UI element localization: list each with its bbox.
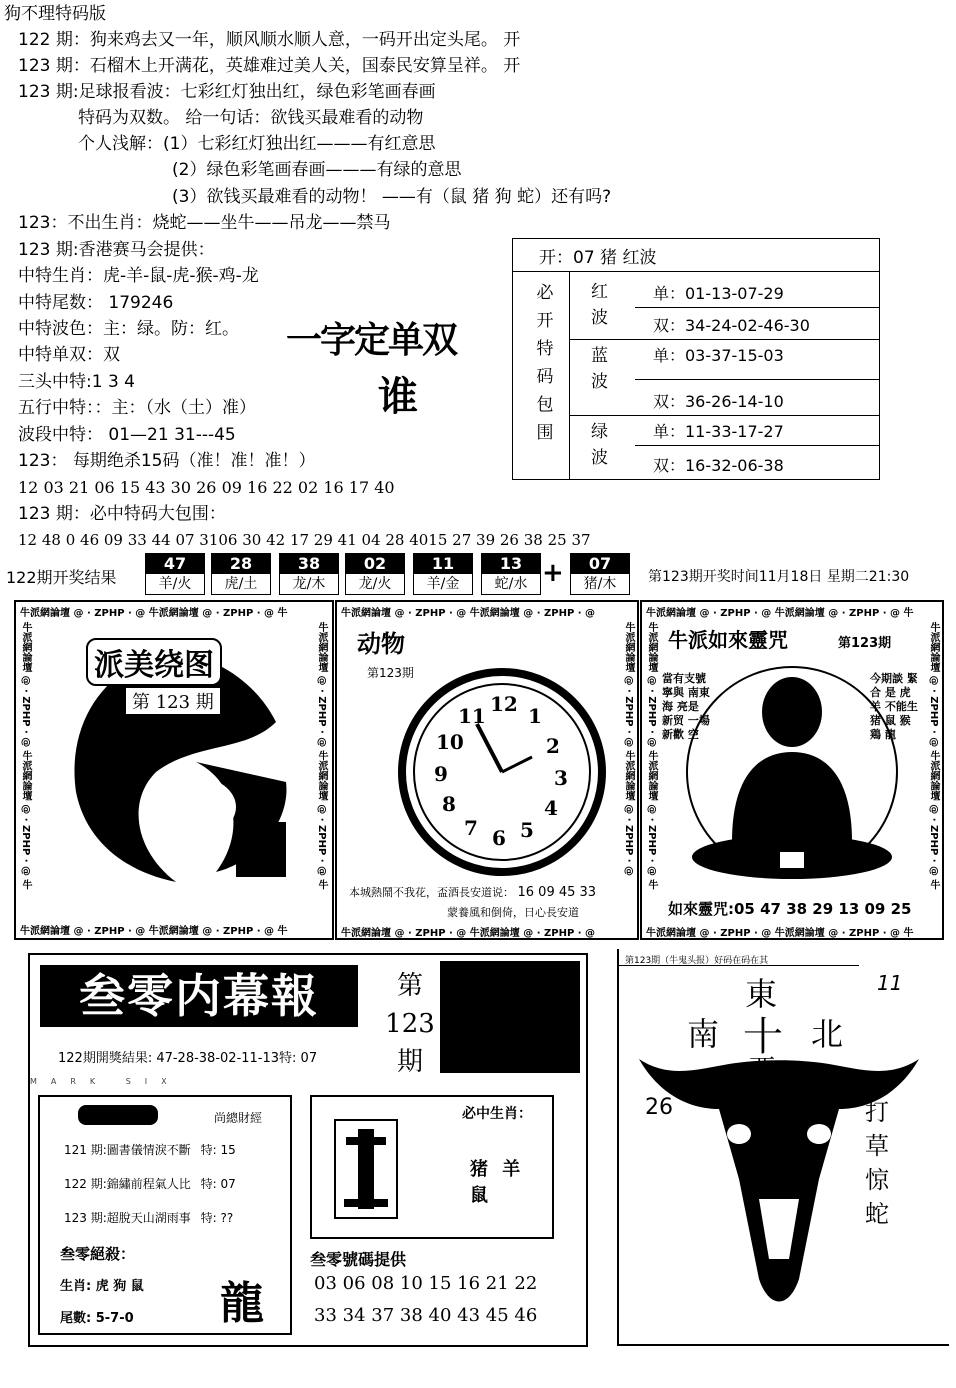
- panel2-issue: 第123期: [367, 666, 414, 680]
- text-line-13: 中特单双：双: [18, 345, 120, 365]
- panel3-title: 牛派如來靈咒: [668, 628, 788, 652]
- panel4-kill-title: 叁零絕殺：: [60, 1245, 136, 1263]
- panel4-dragon: 龍: [220, 1278, 264, 1329]
- panel3-bottom-strip: 牛派網論壇 @ · ZPHP · @ 牛派網論壇 @ · ZPHP · @ 牛: [646, 928, 914, 939]
- panel4-issue: 第 123 期: [385, 971, 435, 1077]
- clock-numbers: 12 1 2 3 4 5 6 7 8 9 10 11: [434, 692, 568, 850]
- panel2-note2: 蒙養風和倒倚，日心長安道: [447, 906, 579, 919]
- panel1-top-strip: 牛派網論壇 @ · ZPHP · @ 牛派網論壇 @ · ZPHP · @ 牛: [20, 608, 288, 619]
- next-draw-time: 第123期开奖时间11月18日 星期二21:30: [648, 569, 910, 585]
- direction-north: 北: [811, 1015, 844, 1053]
- panel-clock: [335, 600, 639, 940]
- panel3-curse: 如來靈咒:05 47 38 29 13 09 25: [668, 900, 912, 918]
- history-row-2: 122 期:錦繡前程氣人比 特: 07: [64, 1177, 236, 1191]
- wave-table: [512, 238, 880, 480]
- panel-pie-chart: [14, 600, 334, 940]
- panel4-left-box: [38, 1095, 292, 1335]
- direction-center: 十: [743, 1014, 783, 1060]
- text-line-2: 123 期：石榴木上开满花，英雄难过美人关，国泰民安算呈祥。 开: [18, 56, 521, 76]
- result-ball-special: 07 猪/木: [570, 553, 630, 595]
- panel4-heading: 尚總財經: [214, 1111, 263, 1125]
- panel1-left-strip: 牛派網論壇 @ · ZPHP · @ 牛派網論壇 @ · ZPHP · @ 牛: [20, 622, 31, 890]
- panel5-header: 第123期（牛鬼头报）好码在码在其: [625, 956, 769, 966]
- panel4-must-title: 必中生肖：: [462, 1106, 532, 1122]
- page-title: 狗不理特码版: [4, 4, 106, 24]
- wave-group-red: 红 波 单：01-13-07-29 双：34-24-02-46-30: [569, 271, 879, 339]
- wave-group-green: 绿 波 单：11-33-17-27 双：16-32-06-38: [569, 415, 879, 479]
- panel4-numbers-title: 叁零號碼提供: [310, 1250, 407, 1269]
- panel4-kill-tail: 尾數: 5-7-0: [60, 1311, 134, 1326]
- text-line-9: 123 期:香港赛马会提供：: [18, 240, 215, 260]
- panel4-image-box: [440, 961, 580, 1073]
- panel1-title: 派美绕图: [86, 638, 222, 686]
- panel3-right-strip: 牛派網論壇 @ · ZPHP · @ 牛派網論壇 @ · ZPHP · @ 牛: [928, 622, 939, 890]
- panel4-result: 122期開獎結果: 47-28-38-02-11-13特: 07: [58, 1051, 318, 1066]
- text-line-19: 123 期：必中特码大包围：: [18, 504, 226, 524]
- panel1-right-strip: 牛派網論壇 @ · ZPHP · @ 牛派網論壇 @ · ZPHP · @ 牛: [316, 622, 327, 890]
- text-line-3: 123 期:足球报看波：七彩红灯独出红，绿色彩笔画春画: [18, 82, 436, 102]
- panel4-left-black-bar: [78, 1105, 158, 1125]
- panel3-left-strip: 牛派網論壇 @ · ZPHP · @ 牛派網論壇 @ · ZPHP · @ 牛: [646, 622, 657, 890]
- history-row-3: 123 期:超脫天山湖雨事 特: ??: [64, 1211, 234, 1225]
- panel-inside-report: [28, 953, 588, 1347]
- panel5-side-text: 打 草 惊 蛇: [865, 1098, 889, 1228]
- results-label: 122期开奖结果: [6, 568, 117, 587]
- panel-buddha: [640, 600, 944, 940]
- panel3-right-text: 今期談 緊合 是 虎羊 不能生 猪 鼠 猴 鶏 龍: [870, 672, 918, 741]
- direction-west: 西: [749, 1055, 776, 1085]
- text-line-1: 122 期：狗来鸡去又一年，顺风顺水顺人意，一码开出定头尾。 开: [18, 30, 521, 50]
- gift-icon: [334, 1119, 398, 1219]
- text-line-5: 个人浅解：(1）七彩红灯独出红———有红意思: [78, 134, 436, 154]
- panel1-issue: 第 123 期: [126, 688, 220, 714]
- result-ball-5: 11 羊/金: [413, 553, 473, 595]
- slogan-big: 一字定单双: [286, 319, 457, 361]
- text-line-7: (3）欲钱买最难看的动物！ ——有（鼠 猪 狗 蛇）还有吗?: [172, 187, 612, 207]
- wave-open-label: 开：07 猪 红波: [539, 248, 657, 268]
- text-line-14: 三头中特:1 3 4: [18, 372, 135, 392]
- panel2-bottom-strip: 牛派網論壇 @ · ZPHP · @ 牛派網論壇 @ · ZPHP · @: [341, 928, 596, 939]
- panel2-top-strip: 牛派網論壇 @ · ZPHP · @ 牛派網論壇 @ · ZPHP · @: [341, 608, 596, 619]
- panel2-note1: 本城熱鬧不我花，盃酒長安道说： 16 09 45 33: [349, 885, 597, 900]
- panel-bull-skull: [617, 949, 949, 1346]
- text-line-6: (2）绿色彩笔画春画———有绿的意思: [172, 160, 462, 180]
- text-line-16: 波段中特： 01—21 31---45: [18, 425, 236, 445]
- text-line-18: 12 03 21 06 15 43 30 26 09 16 22 02 16 17 40: [18, 478, 395, 497]
- panel4-title: 叁零内幕報: [40, 965, 358, 1027]
- panel2-title: 动物: [357, 629, 405, 658]
- direction-south: 南: [687, 1015, 720, 1053]
- panel1-bottom-strip: 牛派網論壇 @ · ZPHP · @ 牛派網論壇 @ · ZPHP · @ 牛: [20, 926, 288, 937]
- text-line-11: 中特尾数： 179246: [18, 293, 174, 313]
- text-line-12: 中特波色：主：绿。防：红。: [18, 319, 239, 339]
- panel5-number-26: 26: [645, 1095, 673, 1120]
- panel5-number-11: 11: [877, 971, 903, 995]
- panel3-left-text: 當有支號 寧與 南東海 亮是 新贸 一場 新歡 空: [662, 672, 710, 741]
- result-ball-2: 28 虎/土: [211, 553, 271, 595]
- panel2-right-strip: 牛派網論壇 @ · ZPHP · @ 牛派網論壇 @ · ZPHP · @: [623, 622, 634, 877]
- text-line-17: 123： 每期绝杀15码（准！准！准！）: [18, 451, 316, 471]
- panel3-issue: 第123期: [838, 636, 892, 651]
- text-line-8: 123：不出生肖：烧蛇——坐牛——吊龙——禁马: [18, 213, 391, 233]
- text-line-4: 特码为双数。 给一句话：欲钱买最难看的动物: [78, 108, 424, 128]
- results-plus: +: [542, 558, 564, 588]
- text-line-15: 五行中特：：主：（水（土）准）: [18, 398, 256, 418]
- history-row-1: 121 期:圖書儀情淚不斷 特: 15: [64, 1143, 236, 1157]
- panel4-must-box: [310, 1095, 554, 1239]
- wave-group-blue: 蓝 波 单：03-37-15-03 双：36-26-14-10: [569, 339, 879, 415]
- panel4-kill-zodiac: 生肖: 虎 狗 鼠: [60, 1279, 144, 1294]
- text-line-10: 中特生肖：虎-羊-鼠-虎-猴-鸡-龙: [18, 266, 259, 286]
- direction-east: 東: [745, 975, 778, 1013]
- wave-side-label: 必 开 特 码 包 围: [536, 283, 554, 443]
- result-ball-6: 13 蛇/水: [481, 553, 541, 595]
- panel4-numbers-row-2: 33 34 37 38 40 43 45 46: [314, 1305, 538, 1326]
- panel3-top-strip: 牛派網論壇 @ · ZPHP · @ 牛派網論壇 @ · ZPHP · @ 牛: [646, 608, 914, 619]
- result-ball-4: 02 龙/火: [345, 553, 405, 595]
- result-ball-3: 38 龙/木: [279, 553, 339, 595]
- result-ball-1: 47 羊/火: [145, 553, 205, 595]
- panel4-must-zodiac: 猪 羊 鼠: [470, 1159, 525, 1206]
- slogan-sub: 谁: [378, 373, 418, 420]
- panel4-watermark-band: MARK SIX: [30, 1077, 181, 1086]
- text-line-20: 12 48 0 46 09 33 44 07 3106 30 42 17 29 41 04 28 4015 27 39 26 38 25 37: [18, 531, 591, 549]
- panel4-numbers-row-1: 03 06 08 10 15 16 21 22: [314, 1273, 538, 1294]
